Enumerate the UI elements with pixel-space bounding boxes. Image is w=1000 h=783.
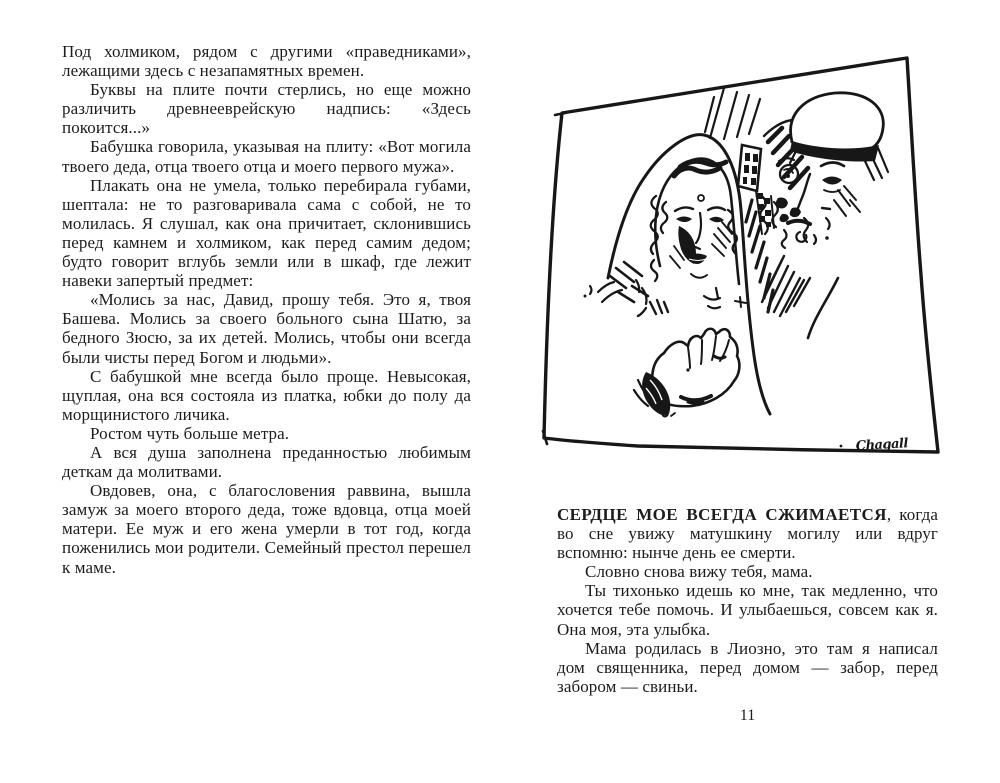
rays xyxy=(705,88,760,139)
signature-text: Chagall xyxy=(855,436,909,454)
paragraph: А вся душа заполнена преданностью любимым деткам да молитвами. xyxy=(62,442,471,482)
paragraph: Буквы на плите почти стерлись, но еще можно различить древнееврейскую надпись: «Здесь покоится...» xyxy=(62,80,471,138)
paragraph: Плакать она не умела, только перебирала губами, шептала: не то разговаривала сама с собой, не то молилась. Я слушал, как она причитает, склонившись перед камнем и холмиком, как перед самим дедом; будто говорит вглубь земли или в шкаф, где лежит навеки запертый предмет: xyxy=(62,175,471,291)
right-page-text-block xyxy=(557,505,938,696)
paragraph: Ростом чуть больше метра. xyxy=(90,423,290,443)
hand xyxy=(634,300,739,417)
run-in-heading: СЕРДЦЕ МОЕ ВСЕГДА СЖИМАЕТСЯ xyxy=(557,505,887,524)
paragraph: СЕРДЦЕ МОЕ ВСЕГДА СЖИМАЕТСЯ, когда во сне увижу матушкину могилу или вдруг вспомню: нынче день ее смерти. xyxy=(557,505,938,563)
paragraph: Словно снова вижу тебя, мама. xyxy=(585,562,813,582)
paragraph: Бабушка говорила, указывая на плиту: «Вот могила твоего деда, отца твоего отца и моего первого мужа». xyxy=(62,137,471,176)
window-tower xyxy=(738,145,774,234)
paragraph: «Молись за нас, Давид, прошу тебя. Это я, твоя Башева. Молись за своего больного сына Шатю, за бедного Зюсю, за их детей. Молись, чтобы они всегда были чисты перед Богом и людьми». xyxy=(62,290,471,367)
chagall-illustration xyxy=(538,50,940,462)
paragraph: С бабушкой мне всегда было проще. Невысокая, щуплая, она вся состояла из платка, юбки до полу да морщинистого личика. xyxy=(62,366,471,424)
paragraph: Под холмиком, рядом с другими «праведниками», лежащими здесь с незапамятных времен. xyxy=(62,42,471,81)
left-page-text-block xyxy=(62,42,471,577)
page-number: 11 xyxy=(739,707,756,724)
paragraph: Ты тихонько идешь ко мне, так медленно, что хочется тебе помочь. И улыбаешься, совсем как я. Она моя, эта улыбка. xyxy=(557,581,938,639)
paragraph: Овдовев, она, с благословения раввина, вышла замуж за моего второго деда, тоже вдовца, отца моей матери. Ее муж и его жена умерли в тот год, когда поженились мои родители. Семейный престол перешел к маме. xyxy=(62,481,471,577)
paragraph: Мама родилась в Лиозно, это там я написал дом священника, перед домом — забор, перед забором — свиньи. xyxy=(557,638,938,696)
